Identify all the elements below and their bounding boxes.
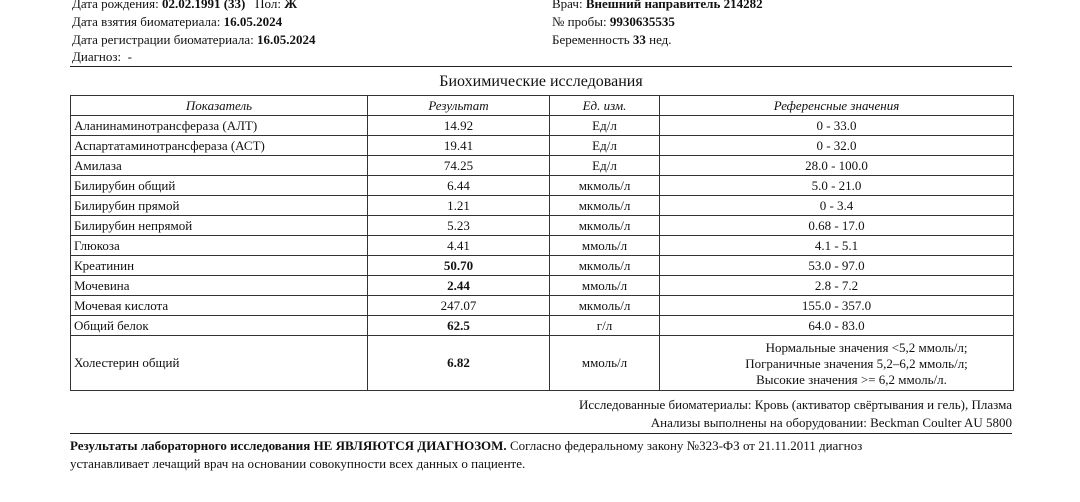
- ref-line-high: Высокие значения >= 6,2 ммоль/л.: [756, 371, 947, 387]
- row-unit: ммоль/л: [550, 276, 660, 296]
- sex-value: Ж: [284, 0, 298, 11]
- disclaimer-bold: Результаты лабораторного исследования НЕ ЯВЛЯЮТСЯ ДИАГНОЗОМ.: [70, 438, 507, 453]
- row-name: Холестерин общий: [71, 336, 368, 391]
- row-name: Мочевина: [71, 276, 368, 296]
- header-result: Результат: [368, 96, 550, 116]
- diagnosis-label: Диагноз:: [72, 49, 122, 64]
- row-reference: 53.0 - 97.0: [660, 256, 1014, 276]
- header-parameter: Показатель: [71, 96, 368, 116]
- diagnosis-value: -: [127, 49, 132, 64]
- row-result: 6.44: [368, 176, 550, 196]
- table-header-row: [71, 96, 1014, 116]
- row-result: 2.44: [368, 276, 550, 296]
- disclaimer-line-1: [70, 438, 862, 454]
- results-table: [70, 95, 1014, 391]
- row-reference: 0 - 32.0: [660, 136, 1014, 156]
- row-unit: мкмоль/л: [550, 256, 660, 276]
- row-name: Аспартатаминотрансфераза (АСТ): [71, 136, 368, 156]
- row-reference: 0 - 33.0: [660, 116, 1014, 136]
- equipment-line: Анализы выполнены на оборудовании: Beckman Coulter AU 5800: [650, 415, 1012, 430]
- row-result: 62.5: [368, 316, 550, 336]
- row-result: 247.07: [368, 296, 550, 316]
- table-row-cholesterol: [71, 336, 1014, 391]
- table-row: [71, 136, 1014, 156]
- row-unit: Ед/л: [550, 156, 660, 176]
- row-reference: 4.1 - 5.1: [660, 236, 1014, 256]
- table-row: [71, 256, 1014, 276]
- row-name: Амилаза: [71, 156, 368, 176]
- doctor-value: Внешний направитель 214282: [585, 0, 763, 11]
- row-reference: 2.8 - 7.2: [660, 276, 1014, 296]
- table-row: [71, 276, 1014, 296]
- sample-label: № пробы:: [552, 14, 607, 29]
- row-unit: ммоль/л: [550, 336, 660, 391]
- header-divider: [70, 66, 1012, 67]
- row-result: 50.70: [368, 256, 550, 276]
- register-date-line: [72, 32, 316, 47]
- row-unit: Ед/л: [550, 116, 660, 136]
- row-unit: ммоль/л: [550, 236, 660, 256]
- row-reference: 64.0 - 83.0: [660, 316, 1014, 336]
- table-row: [71, 316, 1014, 336]
- row-unit: мкмоль/л: [550, 196, 660, 216]
- row-reference: 5.0 - 21.0: [660, 176, 1014, 196]
- table-row: [71, 116, 1014, 136]
- doctor-label: Врач:: [552, 0, 583, 11]
- pregnancy-line: [552, 32, 672, 47]
- sample-line: [552, 14, 675, 29]
- row-name: Аланинаминотрансфераза (АЛТ): [71, 116, 368, 136]
- row-name: Билирубин общий: [71, 176, 368, 196]
- row-result: 5.23: [368, 216, 550, 236]
- header-reference: Референсные значения: [660, 96, 1014, 116]
- sex-label: Пол:: [255, 0, 281, 11]
- sample-value: 9930635535: [609, 14, 675, 29]
- table-row: [71, 156, 1014, 176]
- row-result: 6.82: [368, 336, 550, 391]
- row-result: 19.41: [368, 136, 550, 156]
- dob-value: 02.02.1991 (33): [161, 0, 246, 11]
- collect-date-line: [72, 14, 282, 29]
- row-name: Билирубин непрямой: [71, 216, 368, 236]
- row-reference: 155.0 - 357.0: [660, 296, 1014, 316]
- table-row: [71, 296, 1014, 316]
- register-date-label: Дата регистрации биоматериала:: [72, 32, 254, 47]
- footer-divider: [70, 433, 1012, 434]
- collect-date-label: Дата взятия биоматериала:: [72, 14, 221, 29]
- row-unit: мкмоль/л: [550, 296, 660, 316]
- table-row: [71, 176, 1014, 196]
- table-row: [71, 236, 1014, 256]
- pregnancy-label: Беременность: [552, 32, 630, 47]
- row-unit: г/л: [550, 316, 660, 336]
- row-result: 1.21: [368, 196, 550, 216]
- ref-line-borderline: Пограничные значения 5,2–6,2 ммоль/л;: [745, 355, 968, 371]
- row-reference: 28.0 - 100.0: [660, 156, 1014, 176]
- register-date-value: 16.05.2024: [257, 32, 316, 47]
- diagnosis-line: [72, 49, 132, 64]
- biomaterials-line: Исследованные биоматериалы: Кровь (активатор свёртывания и гель), Плазма: [578, 397, 1012, 412]
- row-name: Креатинин: [71, 256, 368, 276]
- disclaimer-rest: Согласно федеральному закону №323-ФЗ от 21.11.2011 диагноз: [506, 438, 863, 453]
- row-unit: мкмоль/л: [550, 216, 660, 236]
- row-unit: мкмоль/л: [550, 176, 660, 196]
- header-unit: Ед. изм.: [550, 96, 660, 116]
- dob-line: [72, 0, 297, 11]
- collect-date-value: 16.05.2024: [223, 14, 283, 29]
- row-reference: 0 - 3.4: [660, 196, 1014, 216]
- section-title: Биохимические исследования: [439, 73, 643, 90]
- row-reference: 0.68 - 17.0: [660, 216, 1014, 236]
- ref-line-normal: Нормальные значения <5,2 ммоль/л;: [765, 339, 968, 355]
- table-row: [71, 216, 1014, 236]
- doctor-line: [552, 0, 763, 11]
- row-result: 14.92: [368, 116, 550, 136]
- dob-label: Дата рождения:: [72, 0, 159, 11]
- row-reference: [660, 336, 1014, 391]
- row-name: Мочевая кислота: [71, 296, 368, 316]
- pregnancy-unit: нед.: [649, 32, 672, 47]
- disclaimer-line-2: устанавливает лечащий врач на основании совокупности всех данных о пациенте.: [70, 456, 526, 471]
- row-name: Глюкоза: [71, 236, 368, 256]
- row-result: 4.41: [368, 236, 550, 256]
- pregnancy-value: 33: [632, 32, 646, 47]
- row-unit: Ед/л: [550, 136, 660, 156]
- table-row: [71, 196, 1014, 216]
- row-name: Общий белок: [71, 316, 368, 336]
- row-result: 74.25: [368, 156, 550, 176]
- row-name: Билирубин прямой: [71, 196, 368, 216]
